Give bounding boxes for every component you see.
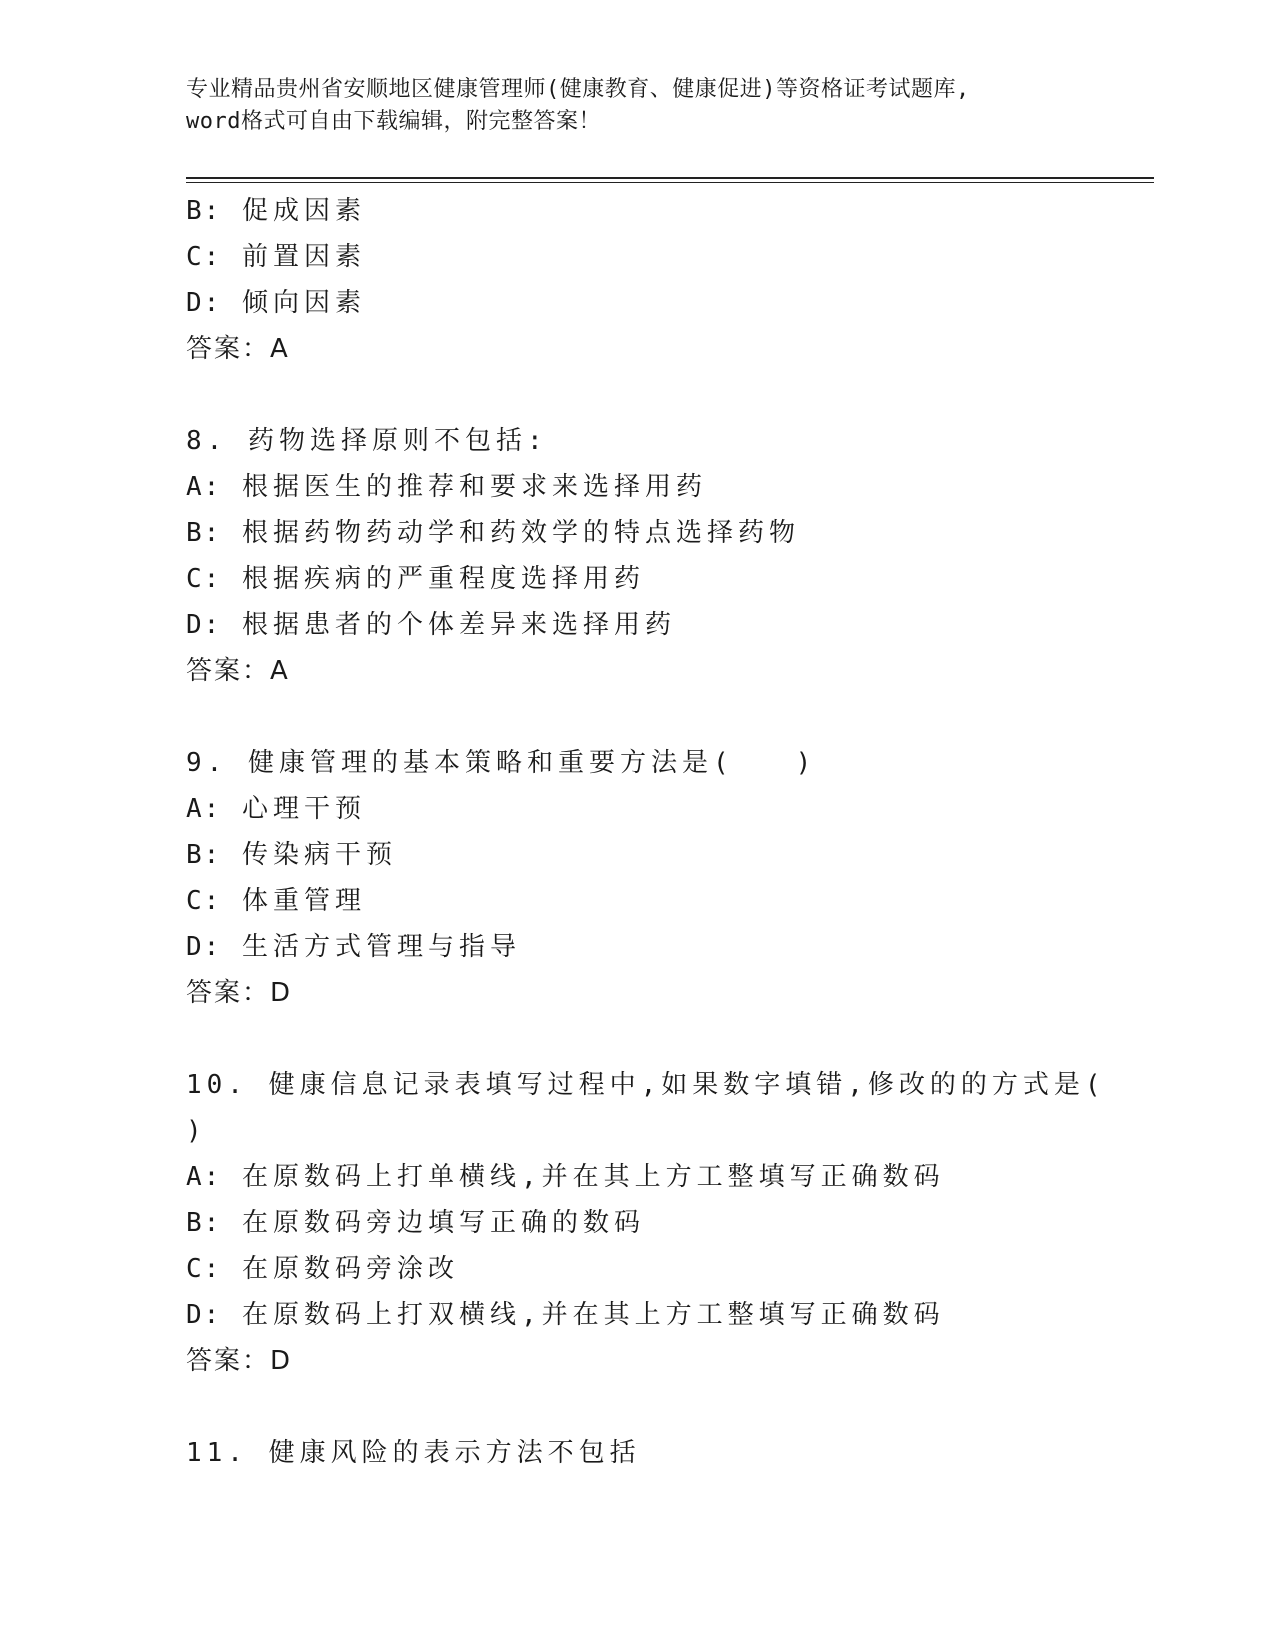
spacer bbox=[186, 694, 1086, 740]
question-9 bbox=[186, 740, 1086, 1016]
option-a: A: 根据医生的推荐和要求来选择用药 bbox=[186, 472, 707, 502]
answer: 答案：A bbox=[186, 656, 290, 686]
option-c: C: 在原数码旁涂改 bbox=[186, 1254, 459, 1284]
option-b: B: 根据药物药动学和药效学的特点选择药物 bbox=[186, 518, 800, 548]
question-stem-line-1: 10. 健康信息记录表填写过程中,如果数字填错,修改的的方式是( bbox=[186, 1070, 1106, 1100]
option-b: B: 传染病干预 bbox=[186, 840, 397, 870]
header-title-line-1: 专业精品贵州省安顺地区健康管理师(健康教育、健康促进)等资格证考试题库, bbox=[186, 77, 970, 102]
header-title-line-2: word格式可自由下载编辑，附完整答案！ bbox=[186, 109, 601, 134]
question-stem: 8. 药物选择原则不包括: bbox=[186, 426, 548, 456]
question-stem-line-2: ) bbox=[186, 1116, 207, 1146]
question-list bbox=[186, 188, 1106, 1476]
answer: 答案：D bbox=[186, 978, 293, 1008]
spacer bbox=[186, 1384, 1086, 1430]
option-d: D: 生活方式管理与指导 bbox=[186, 932, 521, 962]
option-c: C: 体重管理 bbox=[186, 886, 366, 916]
option-d: D: 在原数码上打双横线,并在其上方工整填写正确数码 bbox=[186, 1300, 945, 1330]
question-stem: 9. 健康管理的基本策略和重要方法是( ) bbox=[186, 748, 817, 778]
spacer bbox=[186, 1016, 1086, 1062]
header-divider-thin bbox=[186, 182, 1154, 183]
option-c: C: 前置因素 bbox=[186, 242, 366, 272]
answer: 答案：A bbox=[186, 334, 290, 364]
question-7-tail bbox=[186, 188, 1086, 372]
option-c: C: 根据疾病的严重程度选择用药 bbox=[186, 564, 645, 594]
option-b: B: 在原数码旁边填写正确的数码 bbox=[186, 1208, 645, 1238]
option-b: B: 促成因素 bbox=[186, 196, 366, 226]
option-a: A: 在原数码上打单横线,并在其上方工整填写正确数码 bbox=[186, 1162, 945, 1192]
option-d: D: 根据患者的个体差异来选择用药 bbox=[186, 610, 676, 640]
header-divider-thick bbox=[186, 177, 1154, 179]
question-11 bbox=[186, 1430, 1086, 1476]
spacer bbox=[186, 372, 1086, 418]
question-stem: 11. 健康风险的表示方法不包括 bbox=[186, 1438, 641, 1468]
question-10 bbox=[186, 1062, 1106, 1384]
answer: 答案：D bbox=[186, 1346, 293, 1376]
question-8 bbox=[186, 418, 1086, 694]
option-d: D: 倾向因素 bbox=[186, 288, 366, 318]
page-header bbox=[186, 74, 1086, 138]
option-a: A: 心理干预 bbox=[186, 794, 366, 824]
